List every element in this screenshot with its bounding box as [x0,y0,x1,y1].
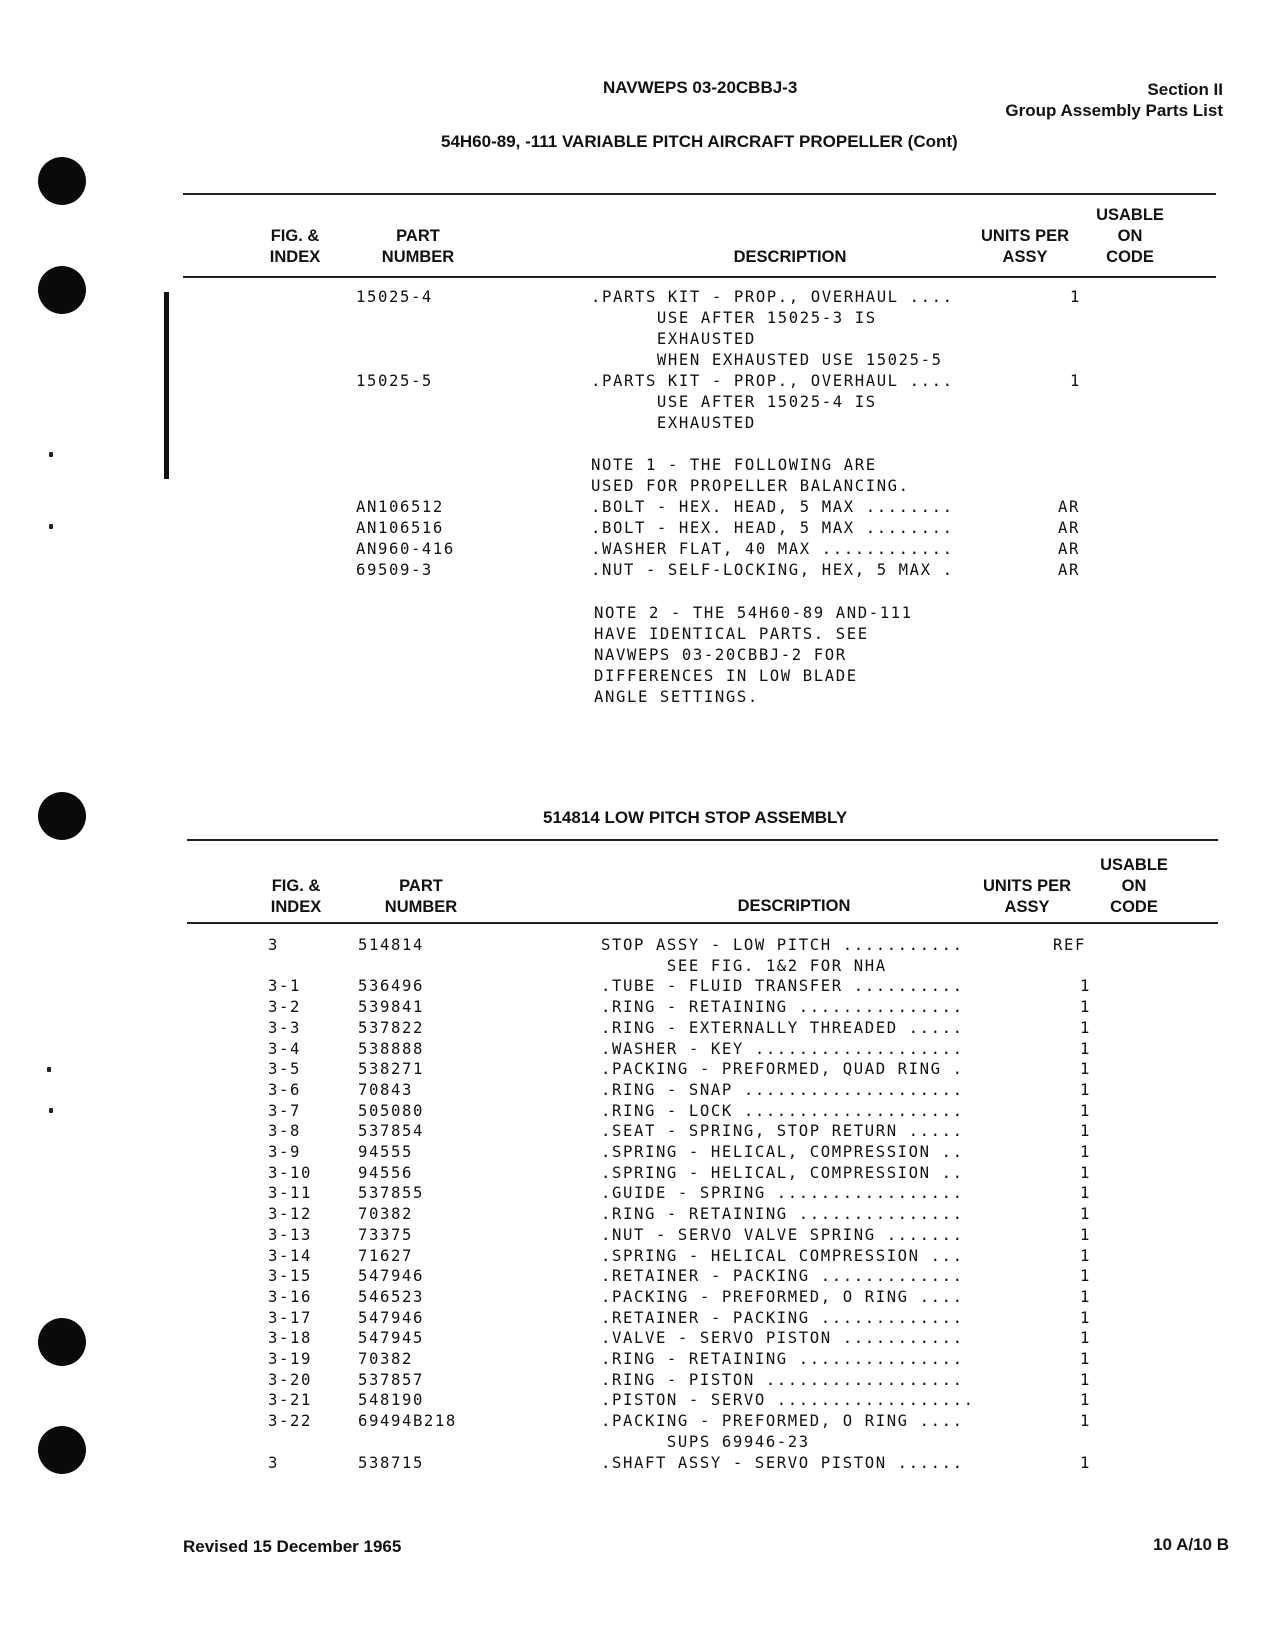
units-cell: 1 [1080,1350,1091,1368]
fig-index-cell: 3-10 [268,1163,312,1182]
description-cell: .SPRING - HELICAL COMPRESSION ... [601,1246,964,1265]
scan-mark [49,1108,53,1113]
fig-index-cell: 3-19 [268,1350,312,1368]
description-cell: .SEAT - SPRING, STOP RETURN ..... [601,1122,964,1141]
col-header-description: DESCRIPTION [737,897,851,915]
table1-top-rule [183,193,1216,195]
col-header-part-number: PART NUMBER [381,227,455,266]
part-number-cell: 537822 [358,1018,424,1037]
part-number-cell: 547946 [358,1308,424,1327]
fig-index-cell: 3-11 [268,1184,312,1203]
binder-hole [38,266,86,314]
note-2-line: NAVWEPS 03-20CBBJ-2 FOR [594,646,847,664]
scan-mark [49,524,53,529]
description-cell: .SPRING - HELICAL, COMPRESSION .. [601,1143,964,1161]
description-cell: .PACKING - PREFORMED, O RING .... [601,1287,964,1306]
fig-index-cell: 3-13 [268,1225,312,1244]
description-cell: .RETAINER - PACKING ............. [601,1267,964,1286]
fig-index-cell: 3-18 [268,1329,312,1348]
units-cell: 1 [1080,1122,1091,1141]
binder-hole [38,1426,86,1474]
col-header-part-number: PART NUMBER [384,877,458,916]
units-cell: 1 [1080,1370,1091,1389]
col-header-description: DESCRIPTION [733,248,847,266]
description-cell: SUPS 69946-23 [601,1432,810,1451]
scan-mark [47,1067,51,1072]
description-cell: .RING - RETAINING ............... [601,1205,964,1224]
fig-index-cell: 3-2 [268,998,301,1017]
fig-index-cell: 3-14 [268,1246,312,1265]
fig-index-cell: 3-5 [268,1060,301,1079]
description-cell: .RING - PISTON .................. [601,1370,964,1389]
part-number-cell: 73375 [358,1225,413,1244]
revision-date: Revised 15 December 1965 [183,1537,402,1556]
fig-index-cell: 3-3 [268,1018,301,1037]
description-cell: .PACKING - PREFORMED, QUAD RING . [601,1060,964,1079]
part-number-cell: 69494B218 [358,1412,457,1431]
units-cell: 1 [1080,1287,1091,1306]
units-cell: 1 [1080,1163,1091,1182]
table-row: USE AFTER 15025-4 IS [591,393,877,411]
part-number-cell: 70382 [358,1350,413,1368]
units-cell: 1 [1080,1018,1091,1037]
part-number-cell: 538715 [358,1453,424,1472]
part-number-cell: 538271 [358,1060,424,1079]
units-cell: 1 [1080,977,1091,996]
section-title: Group Assembly Parts List [1005,101,1223,120]
note-2-line: DIFFERENCES IN LOW BLADE [594,667,858,685]
part-number-cell: 70843 [358,1080,413,1099]
units-cell: 1 [1080,1060,1091,1079]
table2-header-rule [187,922,1218,924]
description-cell: .RING - RETAINING ............... [601,998,964,1017]
table-row: AN106512 .BOLT - HEX. HEAD, 5 MAX ........ AR [356,498,1080,516]
table2-title: 514814 LOW PITCH STOP ASSEMBLY [543,808,848,827]
part-number-cell: 514814 [358,936,424,954]
units-cell: 1 [1080,1246,1091,1265]
units-cell: 1 [1080,1225,1091,1244]
fig-index-cell: 3-21 [268,1391,312,1410]
scan-mark [49,452,53,457]
binder-hole [38,1318,86,1366]
part-number-cell: 71627 [358,1246,413,1265]
col-header-usable: USABLE ON CODE [1100,856,1168,916]
description-cell: .GUIDE - SPRING ................. [601,1184,964,1203]
fig-index-cell: 3-20 [268,1370,312,1389]
part-number-cell: 547945 [358,1329,424,1348]
fig-index-cell: 3-15 [268,1267,312,1286]
part-number-cell: 537855 [358,1184,424,1203]
description-cell: .VALVE - SERVO PISTON ........... [601,1329,964,1348]
units-cell: 1 [1080,1101,1091,1120]
description-cell: .RETAINER - PACKING ............. [601,1308,964,1327]
table2-top-rule [187,839,1218,841]
fig-index-cell: 3 [268,936,279,954]
description-cell: SEE FIG. 1&2 FOR NHA [601,956,887,975]
section-label: Section II [1147,80,1223,99]
description-cell: .RING - SNAP .................... [601,1080,964,1099]
description-cell: .SPRING - HELICAL, COMPRESSION .. [601,1163,964,1182]
fig-index-cell: 3-4 [268,1039,301,1058]
note-1-line: USED FOR PROPELLER BALANCING. [591,477,910,495]
part-number-cell: 94556 [358,1163,413,1182]
description-cell: .RING - EXTERNALLY THREADED ..... [601,1018,964,1037]
description-cell: .RING - LOCK .................... [601,1101,964,1120]
description-cell: .PACKING - PREFORMED, O RING .... [601,1412,964,1431]
part-number-cell: 538888 [358,1039,424,1058]
part-number-cell: 505080 [358,1101,424,1120]
part-number-cell: 546523 [358,1287,424,1306]
change-bar [164,292,169,479]
col-header-fig-index: FIG. & INDEX [269,227,321,266]
fig-index-cell: 3-9 [268,1143,301,1161]
note-2-line: NOTE 2 - THE 54H60-89 AND-111 [594,604,913,622]
part-number-cell: 547946 [358,1267,424,1286]
units-cell: 1 [1080,1184,1091,1203]
table-row: WHEN EXHAUSTED USE 15025-5 [591,351,943,369]
units-cell: 1 [1080,1143,1091,1161]
units-cell: REF [1053,936,1086,954]
table-row: 15025-5 .PARTS KIT - PROP., OVERHAUL .... 1 [356,372,1081,390]
part-number-cell: 94555 [358,1143,413,1161]
description-cell: STOP ASSY - LOW PITCH ........... [601,936,964,954]
units-cell: 1 [1080,1391,1091,1410]
table-row: 15025-4 .PARTS KIT - PROP., OVERHAUL .... 1 [356,288,1081,306]
fig-index-cell: 3-22 [268,1412,312,1431]
part-number-cell: 537857 [358,1370,424,1389]
units-cell: 1 [1080,1412,1091,1431]
table-row: AN960-416 .WASHER FLAT, 40 MAX ............ AR [356,540,1080,558]
units-cell: 1 [1080,1267,1091,1286]
fig-index-cell: 3-16 [268,1287,312,1306]
binder-hole [38,792,86,840]
fig-index-cell: 3-6 [268,1080,301,1099]
page-title: 54H60-89, -111 VARIABLE PITCH AIRCRAFT PROPELLER (Cont) [441,132,958,151]
fig-index-cell: 3-1 [268,977,301,996]
description-cell: .NUT - SERVO VALVE SPRING ....... [601,1225,964,1244]
note-2-line: ANGLE SETTINGS. [594,688,759,706]
fig-index-cell: 3-7 [268,1101,301,1120]
col-header-units: UNITS PER ASSY [980,227,1069,266]
description-cell: .RING - RETAINING ............... [601,1350,964,1368]
units-cell: 1 [1080,1080,1091,1099]
description-cell: .TUBE - FLUID TRANSFER .......... [601,977,964,996]
table-row: USE AFTER 15025-3 IS [591,309,877,327]
units-cell: 1 [1080,1308,1091,1327]
fig-index-cell: 3-17 [268,1308,312,1327]
fig-index-cell: 3-8 [268,1122,301,1141]
note-2-line: HAVE IDENTICAL PARTS. SEE [594,625,869,643]
description-cell: .PISTON - SERVO .................. [601,1391,975,1410]
description-cell: .WASHER - KEY ................... [601,1039,964,1058]
fig-index-cell: 3 [268,1453,279,1472]
table-row: EXHAUSTED [591,330,756,348]
col-header-units: UNITS PER ASSY [982,877,1071,916]
binder-hole [38,157,86,205]
col-header-usable: USABLE ON CODE [1096,206,1164,266]
table-row: EXHAUSTED [591,414,756,432]
units-cell: 1 [1080,1453,1091,1472]
part-number-cell: 536496 [358,977,424,996]
fig-index-cell: 3-12 [268,1205,312,1224]
table-row: 69509-3 .NUT - SELF-LOCKING, HEX, 5 MAX . AR [356,561,1080,579]
part-number-cell: 70382 [358,1205,413,1224]
page-number: 10 A/10 B [1153,1535,1229,1554]
doc-number: NAVWEPS 03-20CBBJ-3 [603,78,798,97]
part-number-cell: 539841 [358,998,424,1017]
col-header-fig-index: FIG. & INDEX [270,877,322,916]
units-cell: 1 [1080,1329,1091,1348]
part-number-cell: 537854 [358,1122,424,1141]
table1-header-rule [183,276,1216,278]
table-row: AN106516 .BOLT - HEX. HEAD, 5 MAX ........ AR [356,519,1080,537]
note-1-line: NOTE 1 - THE FOLLOWING ARE [591,456,877,474]
description-cell: .SHAFT ASSY - SERVO PISTON ...... [601,1453,964,1472]
units-cell: 1 [1080,998,1091,1017]
units-cell: 1 [1080,1039,1091,1058]
part-number-cell: 548190 [358,1391,424,1410]
units-cell: 1 [1080,1205,1091,1224]
